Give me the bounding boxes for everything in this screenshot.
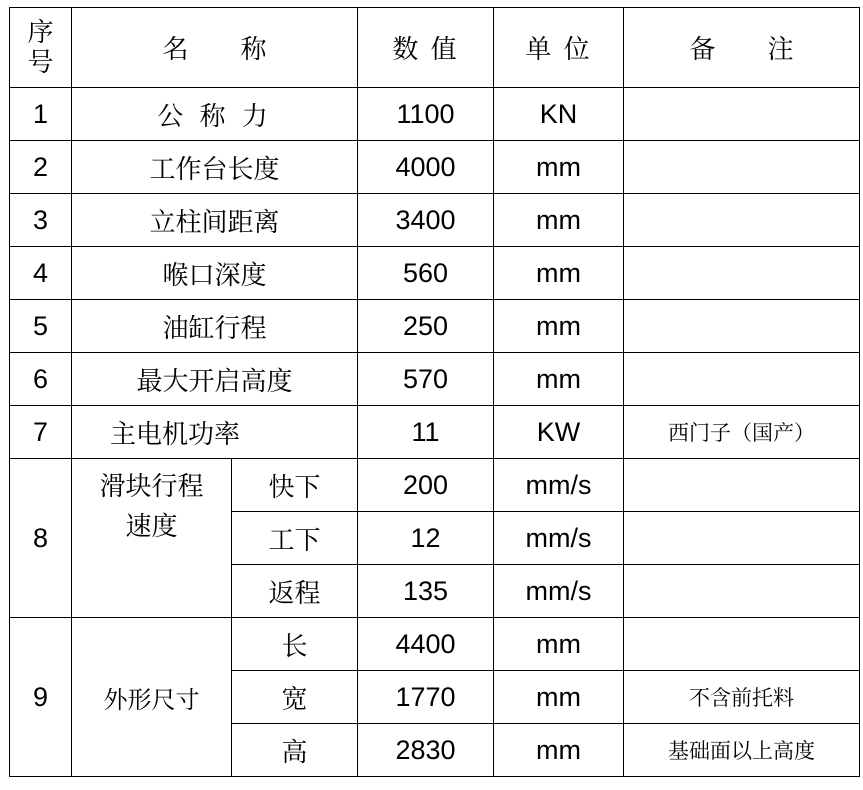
header-seq [10, 8, 72, 88]
header-name: 名 称 [72, 8, 358, 88]
header-unit: 单 位 [494, 8, 624, 88]
row-note: 不含前托料 [624, 671, 860, 724]
row-unit: mm/s [494, 512, 624, 565]
slider-name-line2: 速度 [125, 512, 178, 542]
slider-name [72, 459, 232, 618]
row-value: 135 [358, 565, 494, 618]
row-value: 1770 [358, 671, 494, 724]
row-name: 喉口深度 [72, 247, 358, 300]
sub-name: 工下 [232, 512, 358, 565]
row-seq: 3 [10, 194, 72, 247]
row-value: 250 [358, 300, 494, 353]
table-row [10, 406, 860, 459]
row-unit: mm [494, 300, 624, 353]
sub-name: 高 [232, 724, 358, 777]
sub-name: 返程 [232, 565, 358, 618]
row-unit: mm [494, 194, 624, 247]
row-seq: 4 [10, 247, 72, 300]
row-name: 主电机功率 [72, 406, 358, 459]
row-value: 1100 [358, 88, 494, 141]
row-unit: mm/s [494, 565, 624, 618]
row-note [624, 353, 860, 406]
table-row [10, 618, 860, 671]
slider-name-line1: 滑块行程 [99, 472, 204, 502]
header-value: 数 值 [358, 8, 494, 88]
row-value: 4000 [358, 141, 494, 194]
sub-name: 宽 [232, 671, 358, 724]
table-row [10, 459, 860, 512]
row-seq: 5 [10, 300, 72, 353]
spec-table [9, 7, 860, 777]
dimensions-name: 外形尺寸 [72, 618, 232, 777]
row-note [624, 247, 860, 300]
row-seq: 8 [10, 459, 72, 618]
row-name: 油缸行程 [72, 300, 358, 353]
header-seq-bottom: 号 [27, 47, 54, 78]
row-note [624, 459, 860, 512]
row-unit: mm [494, 353, 624, 406]
row-unit: mm [494, 724, 624, 777]
row-seq: 1 [10, 88, 72, 141]
row-value: 4400 [358, 618, 494, 671]
table-row [10, 353, 860, 406]
row-unit: mm/s [494, 459, 624, 512]
row-value: 200 [358, 459, 494, 512]
row-seq: 9 [10, 618, 72, 777]
table-row [10, 300, 860, 353]
row-unit: mm [494, 671, 624, 724]
row-name: 立柱间距离 [72, 194, 358, 247]
sub-name: 长 [232, 618, 358, 671]
header-row [10, 8, 860, 88]
row-note [624, 88, 860, 141]
row-value: 3400 [358, 194, 494, 247]
row-note [624, 300, 860, 353]
row-value: 2830 [358, 724, 494, 777]
row-note [624, 194, 860, 247]
row-name: 公 称 力 [72, 88, 358, 141]
row-unit: KW [494, 406, 624, 459]
row-note [624, 141, 860, 194]
row-unit: mm [494, 247, 624, 300]
table-row [10, 141, 860, 194]
table-row [10, 194, 860, 247]
row-unit: mm [494, 141, 624, 194]
table-row [10, 247, 860, 300]
row-seq: 2 [10, 141, 72, 194]
header-note: 备 注 [624, 8, 860, 88]
row-note [624, 618, 860, 671]
row-seq: 6 [10, 353, 72, 406]
row-value: 570 [358, 353, 494, 406]
row-note [624, 565, 860, 618]
row-note: 基础面以上高度 [624, 724, 860, 777]
row-name: 工作台长度 [72, 141, 358, 194]
row-seq: 7 [10, 406, 72, 459]
row-unit: KN [494, 88, 624, 141]
table-row [10, 88, 860, 141]
row-value: 560 [358, 247, 494, 300]
row-unit: mm [494, 618, 624, 671]
sub-name: 快下 [232, 459, 358, 512]
row-value: 12 [358, 512, 494, 565]
row-name: 最大开启高度 [72, 353, 358, 406]
header-seq-top: 序 [27, 17, 54, 48]
row-note: 西门子（国产） [624, 406, 860, 459]
row-value: 11 [358, 406, 494, 459]
row-note [624, 512, 860, 565]
